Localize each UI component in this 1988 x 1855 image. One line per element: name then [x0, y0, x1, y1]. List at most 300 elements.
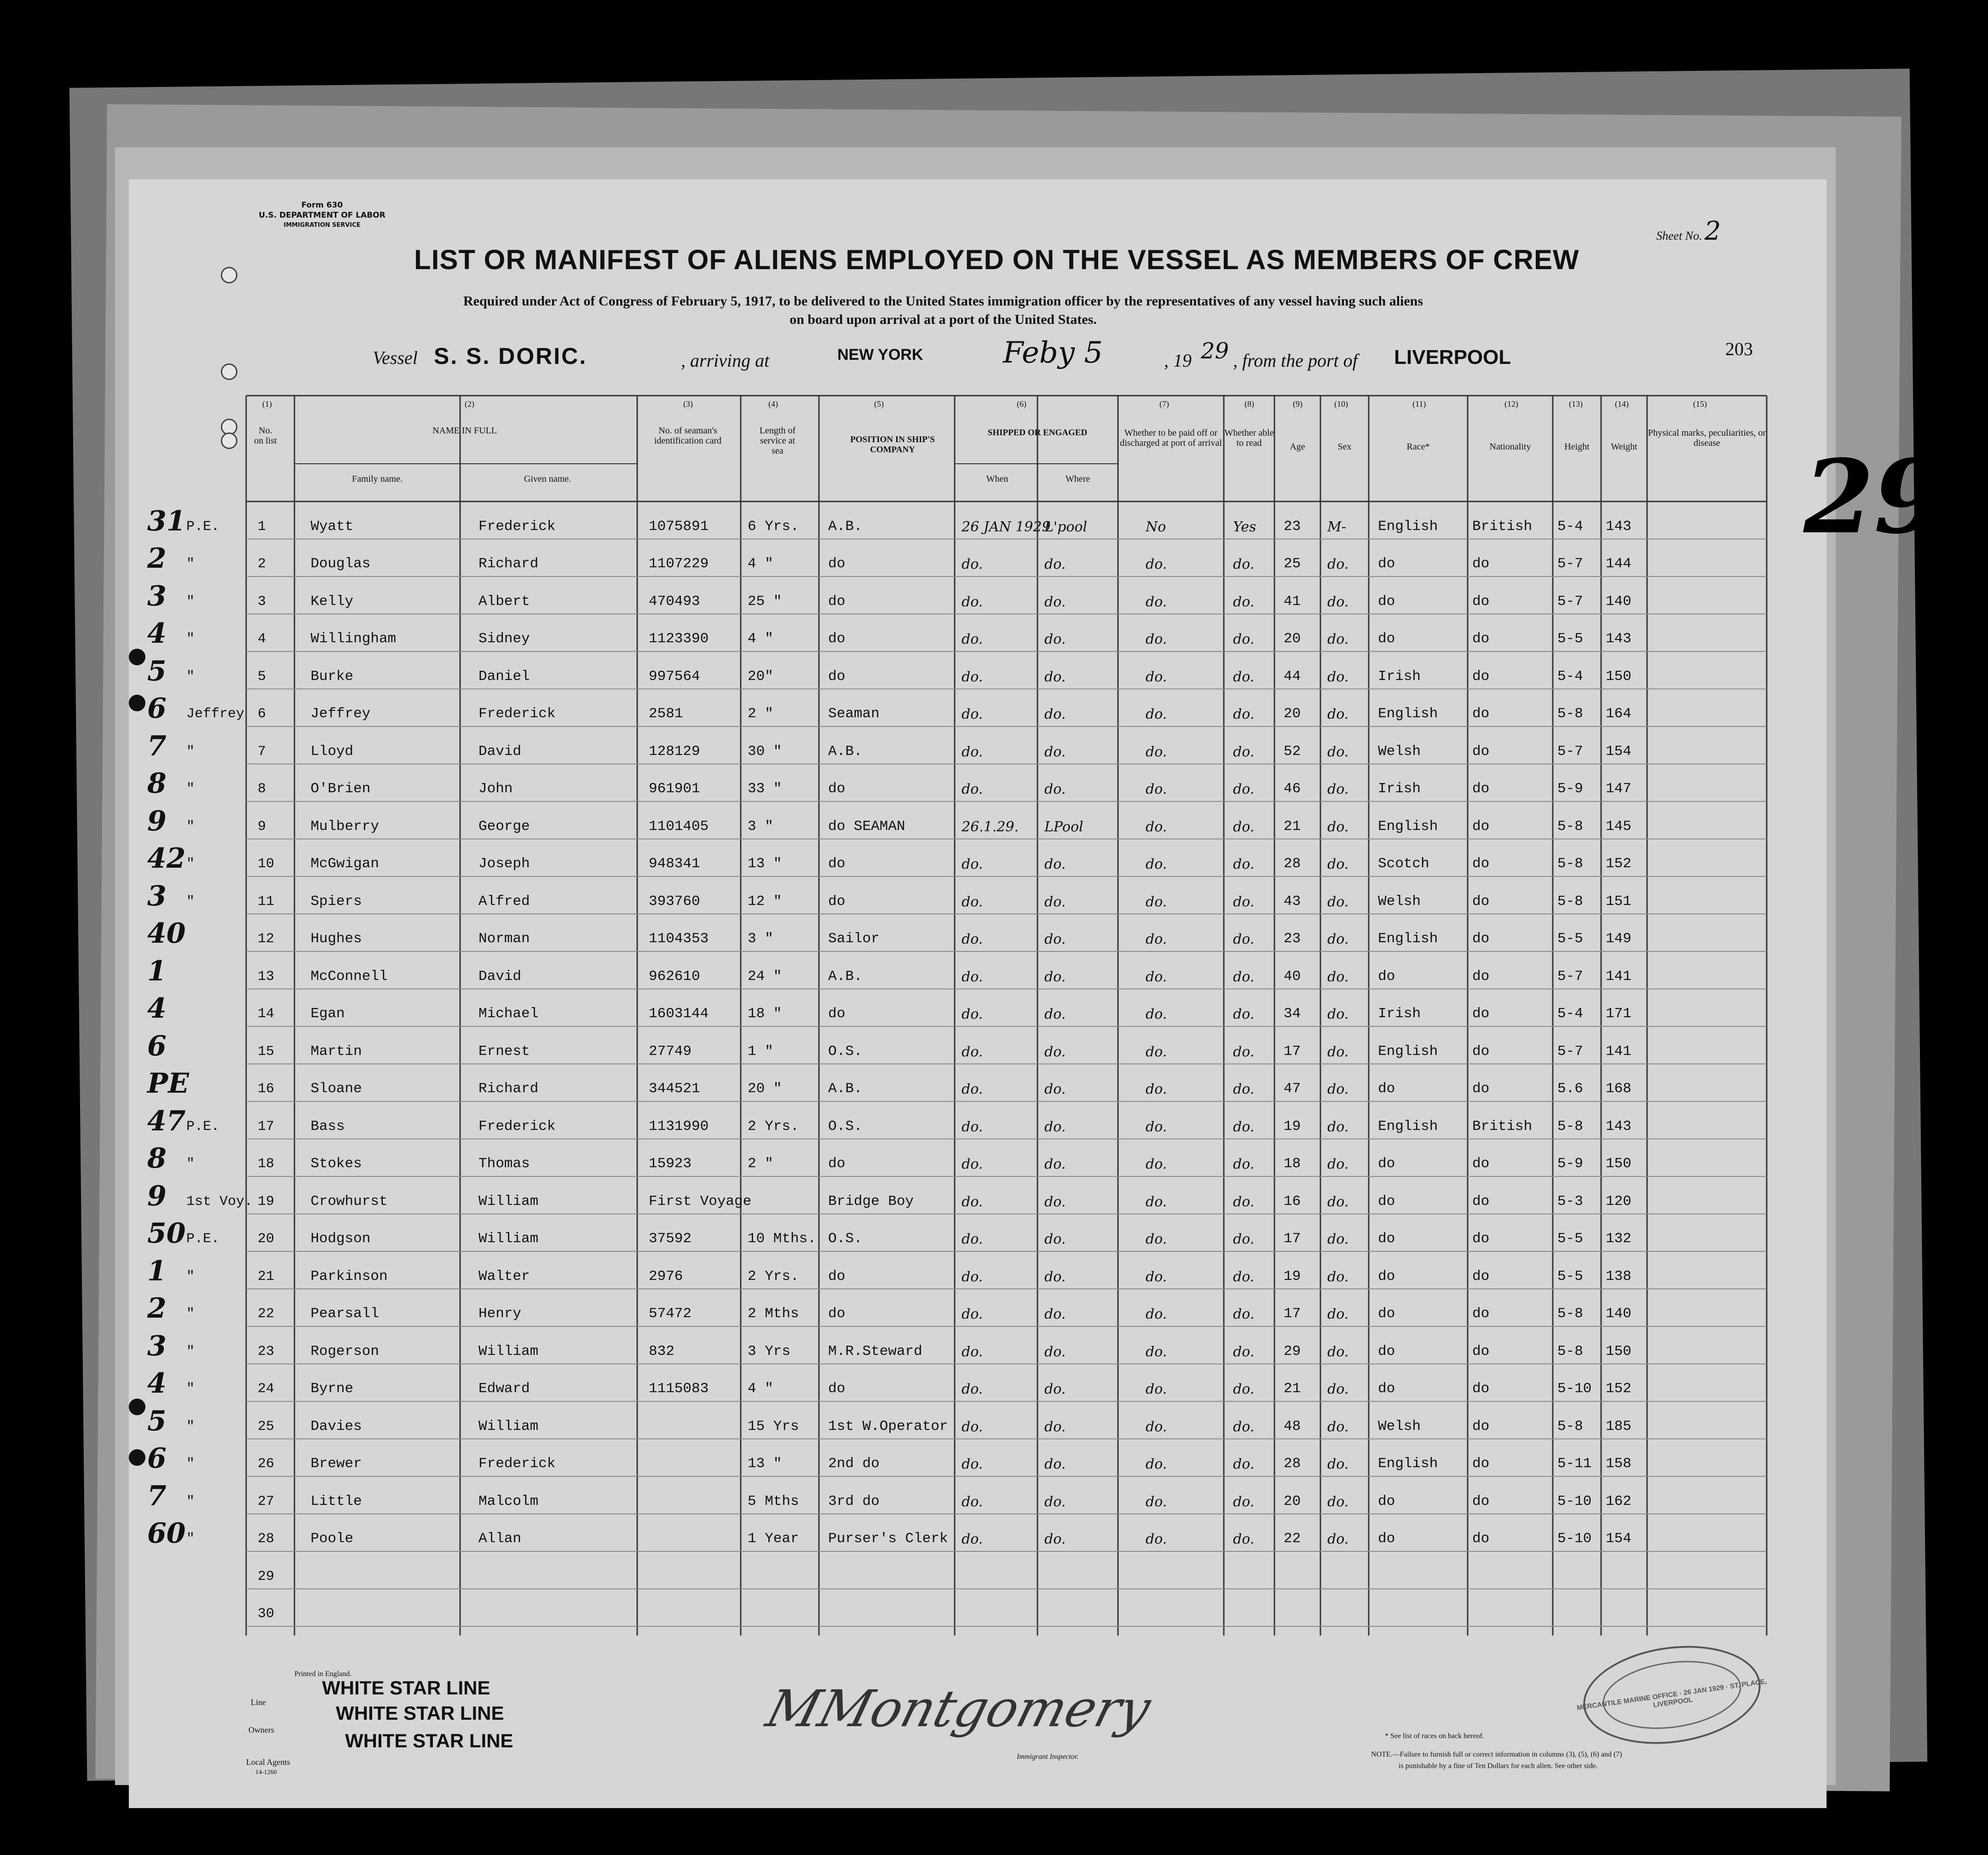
- cell-sex: do.: [1327, 743, 1349, 760]
- cell-race: do: [1378, 593, 1395, 610]
- cell-paid: do.: [1146, 781, 1167, 797]
- cell-race: do: [1378, 1156, 1395, 1172]
- cell-pe: ": [186, 856, 195, 872]
- cell-sex: do.: [1327, 1343, 1349, 1360]
- sheet-value: 2: [1704, 216, 1721, 246]
- cell-card: First Voyage: [649, 1193, 752, 1210]
- cell-when: do.: [962, 631, 983, 647]
- cell-card: 1123390: [649, 631, 709, 647]
- col-num-2: (2): [465, 399, 474, 409]
- cell-read: do.: [1233, 706, 1255, 722]
- col-num-3: (3): [683, 399, 693, 409]
- cell-height: 5-8: [1557, 1418, 1583, 1434]
- cell-pe: ": [186, 818, 195, 835]
- cell-family: Kelly: [311, 593, 354, 610]
- cell-sex: do.: [1327, 1231, 1349, 1247]
- cell-given: Henry: [478, 1306, 522, 1322]
- cell-sex: do.: [1327, 1156, 1349, 1172]
- col-header-weight: Weight: [1611, 442, 1637, 452]
- cell-no: 6: [258, 706, 266, 722]
- cell-age: 25: [1284, 556, 1301, 572]
- cell-position: O.S.: [828, 1043, 863, 1060]
- cell-card: 962610: [649, 968, 700, 985]
- cell-read: do.: [1233, 856, 1255, 872]
- cell-where: do.: [1044, 1531, 1066, 1547]
- vessel-label: Vessel: [373, 347, 418, 368]
- year-value: 29: [1201, 338, 1229, 364]
- cell-paid: No: [1146, 518, 1166, 535]
- cell-where: do.: [1044, 668, 1066, 685]
- cell-given: Richard: [478, 556, 539, 572]
- cell-race: Welsh: [1378, 743, 1421, 760]
- cell-race: English: [1378, 1118, 1438, 1135]
- cell-card: 1101405: [649, 818, 709, 835]
- cell-family: Rogerson: [311, 1343, 379, 1360]
- cell-age: 44: [1284, 668, 1301, 685]
- cell-sex: do.: [1327, 631, 1349, 647]
- cell-position: do SEAMAN: [828, 818, 905, 835]
- cell-paid: do.: [1146, 1493, 1167, 1510]
- cell-position: A.B.: [828, 518, 863, 535]
- cell-weight: 143: [1606, 631, 1631, 647]
- cell-margin: 60: [147, 1517, 186, 1550]
- cell-race: English: [1378, 931, 1438, 947]
- cell-family: Wyatt: [311, 518, 354, 535]
- cell-position: M.R.Steward: [828, 1343, 922, 1360]
- cell-no: 8: [258, 781, 266, 797]
- cell-nationality: do: [1472, 1493, 1490, 1509]
- subtitle-line-1: Required under Act of Congress of February 5, 1917, to be delivered to the United States immigration officer by the representatives of any vessel having such aliens: [463, 294, 1423, 309]
- year-label: , 19: [1164, 350, 1192, 371]
- cell-paid: do.: [1146, 1043, 1167, 1060]
- cell-age: 21: [1284, 1381, 1301, 1397]
- cell-weight: 171: [1606, 1006, 1631, 1022]
- cell-when: do.: [962, 1268, 983, 1285]
- cell-where: do.: [1044, 1043, 1066, 1060]
- cell-card: 1104353: [649, 931, 709, 947]
- cell-position: 1st W.Operator: [828, 1418, 948, 1434]
- cell-paid: do.: [1146, 893, 1167, 910]
- cell-where: do.: [1044, 781, 1066, 797]
- cell-where: do.: [1044, 1343, 1066, 1360]
- cell-age: 19: [1284, 1118, 1301, 1135]
- cell-read: do.: [1233, 1531, 1255, 1547]
- cell-weight: 143: [1606, 518, 1631, 535]
- cell-card: 15923: [649, 1156, 692, 1172]
- office-stamp-text: MERCANTILE MARINE OFFICE · 26 JAN 1929 · ST. PLACE, LIVERPOOL: [1576, 1677, 1768, 1712]
- inspector-label: Immigrant Inspector.: [1017, 1753, 1079, 1761]
- cell-nationality: do: [1472, 1531, 1490, 1547]
- cell-where: do.: [1044, 1006, 1066, 1022]
- cell-where: do.: [1044, 1306, 1066, 1322]
- cell-where: do.: [1044, 1231, 1066, 1247]
- cell-race: do: [1378, 1493, 1395, 1509]
- margin-annotation: 29: [1804, 437, 1945, 556]
- cell-where: do.: [1044, 1156, 1066, 1172]
- col-header-height: Height: [1564, 442, 1590, 452]
- col-header-service: Length of service at sea: [759, 426, 796, 456]
- cell-race: do: [1378, 1081, 1395, 1097]
- cell-where: do.: [1044, 1381, 1066, 1397]
- cell-weight: 141: [1606, 968, 1631, 985]
- service: IMMIGRATION SERVICE: [283, 222, 361, 229]
- cell-no: 21: [258, 1268, 275, 1285]
- cell-given: Albert: [478, 593, 530, 610]
- department: U.S. DEPARTMENT OF LABOR: [259, 211, 386, 220]
- cell-card: 948341: [649, 856, 700, 872]
- col-num-11: (11): [1412, 399, 1426, 409]
- cell-margin: 9: [147, 805, 167, 837]
- col-header-name: NAME IN FULL: [432, 426, 497, 436]
- cell-family: Spiers: [311, 893, 362, 910]
- cell-height: 5-11: [1557, 1456, 1592, 1472]
- cell-race: do: [1378, 1343, 1395, 1360]
- cell-where: do.: [1044, 856, 1066, 872]
- cell-weight: 120: [1606, 1193, 1631, 1210]
- col-header-family: Family name.: [352, 474, 403, 484]
- cell-no: 13: [258, 968, 275, 985]
- cell-paid: do.: [1146, 1231, 1167, 1247]
- cell-where: do.: [1044, 743, 1066, 760]
- cell-no: 16: [258, 1081, 275, 1097]
- cell-height: 5-5: [1557, 1268, 1583, 1285]
- cell-weight: 132: [1606, 1231, 1631, 1247]
- cell-weight: 138: [1606, 1268, 1631, 1285]
- cell-position: O.S.: [828, 1231, 863, 1247]
- cell-family: Mulberry: [311, 818, 379, 835]
- cell-read: do.: [1233, 556, 1255, 572]
- cell-read: do.: [1233, 818, 1255, 835]
- cell-when: do.: [962, 1418, 983, 1435]
- cell-race: do: [1378, 631, 1395, 647]
- cell-sex: do.: [1327, 1531, 1349, 1547]
- col-num-8: (8): [1245, 399, 1254, 409]
- cell-service: 4 ": [748, 631, 773, 647]
- fine-note-1: NOTE.—Failure to furnish full or correct information in columns (3), (5), (6) and (7): [1371, 1751, 1622, 1758]
- col-header-card: No. of seaman's identification card: [654, 426, 722, 446]
- page-title: LIST OR MANIFEST OF ALIENS EMPLOYED ON THE VESSEL AS MEMBERS OF CREW: [414, 244, 1579, 275]
- cell-margin: 7: [147, 1480, 167, 1512]
- cell-margin: PE: [147, 1067, 189, 1100]
- cell-service: 10 Mths.: [748, 1231, 816, 1247]
- col-header-race: Race*: [1406, 442, 1430, 452]
- cell-nationality: do: [1472, 706, 1490, 722]
- cell-nationality: do: [1472, 856, 1490, 872]
- cell-pe: ": [186, 1156, 195, 1172]
- cell-pe: P.E.: [186, 1118, 220, 1135]
- cell-when: do.: [962, 1081, 983, 1097]
- cell-paid: do.: [1146, 1268, 1167, 1285]
- cell-age: 17: [1284, 1306, 1301, 1322]
- col-header-no: No. on list: [254, 426, 277, 446]
- cell-when: do.: [962, 1456, 983, 1472]
- cell-height: 5-5: [1557, 931, 1583, 947]
- col-num-12: (12): [1504, 399, 1518, 409]
- cell-service: 20 ": [748, 1081, 782, 1097]
- cell-age: 29: [1284, 1343, 1301, 1360]
- cell-no: 20: [258, 1231, 275, 1247]
- cell-given: Alfred: [478, 893, 530, 910]
- cell-height: 5-9: [1557, 1156, 1583, 1172]
- cell-where: do.: [1044, 706, 1066, 722]
- cell-no: 30: [258, 1606, 275, 1622]
- cell-where: do.: [1044, 1418, 1066, 1435]
- cell-where: do.: [1044, 1118, 1066, 1135]
- cell-nationality: do: [1472, 818, 1490, 835]
- cell-read: do.: [1233, 631, 1255, 647]
- cell-when: do.: [962, 1231, 983, 1247]
- cell-pe: ": [186, 1418, 195, 1434]
- cell-race: do: [1378, 1193, 1395, 1210]
- footer-owners-label: Owners: [248, 1725, 274, 1734]
- cell-height: 5-4: [1557, 518, 1583, 535]
- cell-height: 5-7: [1557, 743, 1583, 760]
- cell-height: 5.6: [1557, 1081, 1583, 1097]
- cell-read: do.: [1233, 968, 1255, 985]
- cell-given: Ernest: [478, 1043, 530, 1060]
- cell-service: 4 ": [748, 1381, 773, 1397]
- cell-margin: 7: [147, 730, 167, 762]
- cell-weight: 145: [1606, 818, 1631, 835]
- cell-when: do.: [962, 1493, 983, 1510]
- cell-card: 393760: [649, 893, 700, 910]
- cell-service: 1 Year: [748, 1531, 799, 1547]
- cell-service: 13 ": [748, 1456, 782, 1472]
- cell-given: William: [478, 1193, 539, 1210]
- cell-race: Scotch: [1378, 856, 1429, 872]
- cell-age: 46: [1284, 781, 1301, 797]
- cell-card: 1075891: [649, 518, 709, 535]
- cell-when: do.: [962, 1156, 983, 1172]
- cell-family: Hodgson: [311, 1231, 371, 1247]
- cell-sex: do.: [1327, 893, 1349, 910]
- col-num-9: (9): [1293, 399, 1302, 409]
- cell-service: 3 ": [748, 818, 773, 835]
- cell-family: Martin: [311, 1043, 362, 1060]
- cell-service: 5 Mths: [748, 1493, 799, 1509]
- races-note: * See list of races on back hereof.: [1385, 1732, 1484, 1740]
- cell-weight: 150: [1606, 1343, 1631, 1360]
- cell-race: Irish: [1378, 668, 1421, 685]
- cell-weight: 162: [1606, 1493, 1631, 1509]
- cell-margin: 9: [147, 1180, 167, 1212]
- page-number: 203: [1725, 339, 1753, 359]
- cell-nationality: do: [1472, 1193, 1490, 1210]
- cell-weight: 147: [1606, 781, 1631, 797]
- cell-age: 41: [1284, 593, 1301, 610]
- cell-family: Douglas: [311, 556, 371, 572]
- cell-no: 11: [258, 893, 275, 910]
- cell-position: Bridge Boy: [828, 1193, 914, 1210]
- col-header-where: Where: [1065, 474, 1090, 484]
- cell-pe: ": [186, 1268, 195, 1285]
- cell-height: 5-9: [1557, 781, 1583, 797]
- cell-position: O.S.: [828, 1118, 863, 1135]
- cell-height: 5-10: [1557, 1493, 1592, 1509]
- cell-no: 29: [258, 1568, 275, 1584]
- cell-sex: do.: [1327, 593, 1349, 610]
- cell-height: 5-7: [1557, 593, 1583, 610]
- cell-height: 5-4: [1557, 668, 1583, 685]
- cell-sex: do.: [1327, 781, 1349, 797]
- cell-nationality: do: [1472, 1156, 1490, 1172]
- cell-weight: 164: [1606, 706, 1631, 722]
- cell-given: Frederick: [478, 1456, 556, 1472]
- cell-sex: do.: [1327, 856, 1349, 872]
- cell-sex: do.: [1327, 706, 1349, 722]
- cell-age: 23: [1284, 931, 1301, 947]
- cell-when: do.: [962, 1118, 983, 1135]
- col-num-13: (13): [1569, 399, 1583, 409]
- cell-pe: ": [186, 668, 195, 685]
- cell-read: do.: [1233, 1456, 1255, 1472]
- cell-service: 33 ": [748, 781, 782, 797]
- cell-read: Yes: [1233, 518, 1256, 535]
- cell-where: do.: [1044, 1268, 1066, 1285]
- cell-margin: 8: [147, 767, 167, 800]
- cell-sex: do.: [1327, 1268, 1349, 1285]
- cell-position: A.B.: [828, 968, 863, 985]
- cell-given: Walter: [478, 1268, 530, 1285]
- cell-given: Frederick: [478, 706, 556, 722]
- cell-given: David: [478, 968, 522, 985]
- cell-paid: do.: [1146, 706, 1167, 722]
- cell-paid: do.: [1146, 931, 1167, 947]
- cell-no: 24: [258, 1381, 275, 1397]
- cell-height: 5-3: [1557, 1193, 1583, 1210]
- subtitle-line-2: on board upon arrival at a port of the United States.: [789, 312, 1097, 327]
- cell-family: Willingham: [311, 631, 397, 647]
- cell-margin: 3: [147, 1330, 167, 1362]
- cell-no: 5: [258, 668, 266, 685]
- cell-paid: do.: [1146, 1531, 1167, 1547]
- cell-nationality: do: [1472, 1343, 1490, 1360]
- cell-race: do: [1378, 1531, 1395, 1547]
- cell-pe: ": [186, 593, 195, 610]
- cell-family: Stokes: [311, 1156, 362, 1172]
- cell-paid: do.: [1146, 631, 1167, 647]
- from-port-label: , from the port of: [1233, 350, 1358, 371]
- cell-nationality: do: [1472, 631, 1490, 647]
- cell-family: Davies: [311, 1418, 362, 1434]
- cell-sex: do.: [1327, 1193, 1349, 1210]
- cell-family: Burke: [311, 668, 354, 685]
- cell-no: 15: [258, 1043, 275, 1060]
- cell-family: Hughes: [311, 931, 362, 947]
- cell-sex: do.: [1327, 1381, 1349, 1397]
- cell-card: 997564: [649, 668, 700, 685]
- cell-weight: 158: [1606, 1456, 1631, 1472]
- cell-no: 18: [258, 1156, 275, 1172]
- cell-family: Bass: [311, 1118, 345, 1135]
- cell-race: do: [1378, 1306, 1395, 1322]
- cell-age: 28: [1284, 1456, 1301, 1472]
- cell-position: do: [828, 781, 846, 797]
- cell-race: English: [1378, 518, 1438, 535]
- cell-when: do.: [962, 856, 983, 872]
- cell-read: do.: [1233, 1381, 1255, 1397]
- cell-card: 57472: [649, 1306, 692, 1322]
- col-header-paid: Whether to be paid off or discharged at port of arrival: [1120, 428, 1222, 448]
- cell-race: do: [1378, 1268, 1395, 1285]
- cell-no: 26: [258, 1456, 275, 1472]
- cell-no: 27: [258, 1493, 275, 1509]
- cell-pe: ": [186, 1343, 195, 1360]
- cell-race: Irish: [1378, 781, 1421, 797]
- cell-nationality: do: [1472, 968, 1490, 985]
- cell-race: English: [1378, 1456, 1438, 1472]
- cell-race: do: [1378, 1381, 1395, 1397]
- cell-height: 5-8: [1557, 1118, 1583, 1135]
- col-header-when: When: [986, 474, 1008, 484]
- cell-margin: 4: [147, 992, 167, 1025]
- cell-card: 27749: [649, 1043, 692, 1060]
- col-header-sex: Sex: [1337, 442, 1352, 452]
- cell-given: William: [478, 1418, 539, 1434]
- cell-service: 24 ": [748, 968, 782, 985]
- cell-card: 344521: [649, 1081, 700, 1097]
- cell-where: do.: [1044, 931, 1066, 947]
- cell-card: 1603144: [649, 1006, 709, 1022]
- cell-service: 4 ": [748, 556, 773, 572]
- cell-margin: 42: [147, 842, 186, 875]
- cell-given: Frederick: [478, 518, 556, 535]
- cell-age: 20: [1284, 631, 1301, 647]
- cell-position: Sailor: [828, 931, 880, 947]
- cell-given: Allan: [478, 1531, 522, 1547]
- cell-position: do: [828, 593, 846, 610]
- cell-paid: do.: [1146, 1118, 1167, 1135]
- cell-where: L'pool: [1044, 518, 1088, 535]
- cell-nationality: do: [1472, 1418, 1490, 1434]
- cell-card: 1107229: [649, 556, 709, 572]
- cell-given: Joseph: [478, 856, 530, 872]
- cell-position: do: [828, 1306, 846, 1322]
- cell-sex: do.: [1327, 1043, 1349, 1060]
- cell-service: 3 Yrs: [748, 1343, 791, 1360]
- cell-card: 128129: [649, 743, 700, 760]
- cell-service: 2 ": [748, 1156, 773, 1172]
- cell-given: Frederick: [478, 1118, 556, 1135]
- footer-form-code: 14-1260: [255, 1769, 277, 1776]
- cell-paid: do.: [1146, 1343, 1167, 1360]
- cell-where: do.: [1044, 1456, 1066, 1472]
- cell-sex: do.: [1327, 1081, 1349, 1097]
- cell-age: 34: [1284, 1006, 1301, 1022]
- cell-read: do.: [1233, 668, 1255, 685]
- cell-race: English: [1378, 706, 1438, 722]
- cell-card: 1115083: [649, 1381, 709, 1397]
- cell-margin: 6: [147, 692, 167, 725]
- cell-pe: 1st Voy.: [186, 1193, 253, 1210]
- cell-service: 2 Yrs.: [748, 1118, 799, 1135]
- footer-line-label: Line: [251, 1698, 266, 1707]
- cell-height: 5-8: [1557, 818, 1583, 835]
- cell-age: 18: [1284, 1156, 1301, 1172]
- cell-sex: do.: [1327, 1418, 1349, 1435]
- cell-margin: 2: [147, 542, 167, 575]
- cell-when: 26 JAN 1929: [962, 518, 1051, 535]
- cell-card: 1131990: [649, 1118, 709, 1135]
- cell-sex: do.: [1327, 1006, 1349, 1022]
- cell-sex: do.: [1327, 1118, 1349, 1135]
- cell-read: do.: [1233, 1193, 1255, 1210]
- cell-pe: ": [186, 1493, 195, 1509]
- cell-where: do.: [1044, 1081, 1066, 1097]
- cell-weight: 151: [1606, 893, 1631, 910]
- cell-weight: 185: [1606, 1418, 1631, 1434]
- cell-read: do.: [1233, 1306, 1255, 1322]
